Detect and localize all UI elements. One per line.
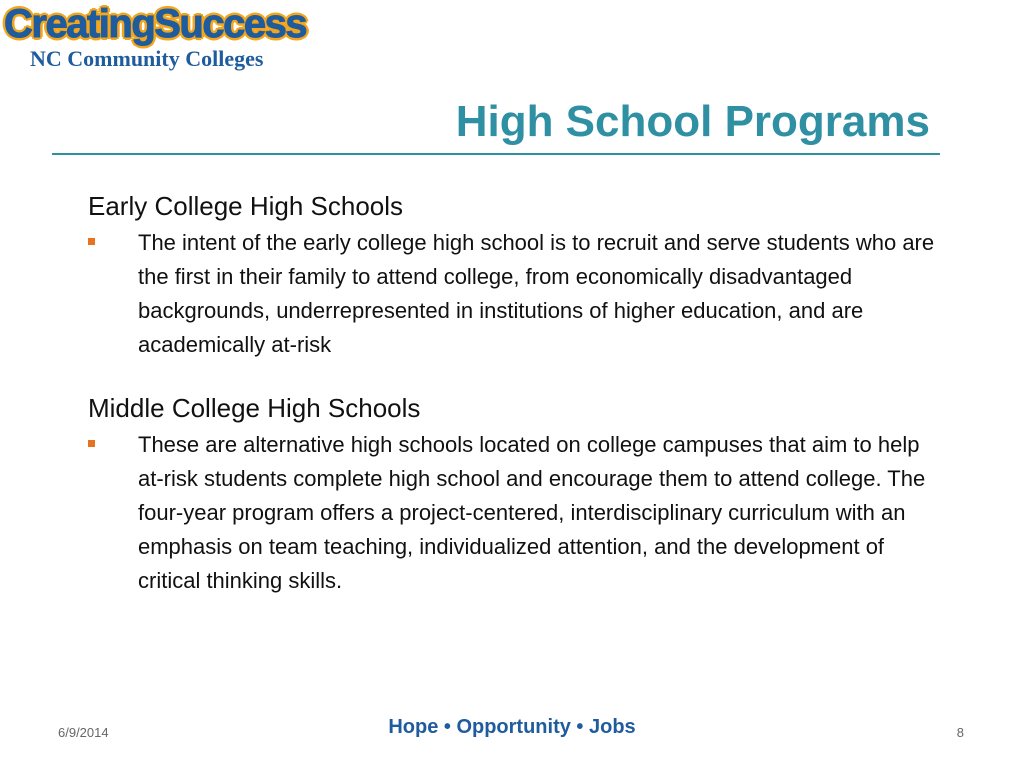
square-bullet-icon — [88, 238, 95, 245]
slide-title: High School Programs — [455, 97, 930, 146]
logo — [4, 2, 344, 74]
page-number: 8 — [956, 725, 964, 740]
section-heading: Middle College High Schools — [88, 393, 421, 423]
footer-tagline: Hope • Opportunity • Jobs — [388, 716, 636, 738]
bullet-text: The intent of the early college high school is to recruit and serve students who are the first in their family to attend college, from economically disadvantaged backgrounds, underrepresented in institutions of higher education, and are academically at-risk — [138, 230, 935, 357]
section-heading: Early College High Schools — [88, 191, 404, 221]
square-bullet-icon — [88, 440, 95, 447]
bullet-item — [88, 226, 938, 362]
section-middle-college — [88, 390, 938, 598]
title-divider — [52, 153, 940, 155]
bullet-text: These are alternative high schools located on college campuses that aim to help at-risk students complete high school and encourage them to attend college. The four-year program offers a project-centered, interdisciplinary curriculum with an emphasis on team teaching, individualized attention, and the development of critical thinking skills. — [138, 432, 926, 593]
bullet-item — [88, 428, 938, 598]
footer-date: 6/9/2014 — [58, 725, 109, 740]
logo-main-text: CreatingSuccess — [4, 2, 307, 46]
section-early-college — [88, 188, 938, 362]
logo-sub-text: NC Community Colleges — [30, 46, 264, 71]
slide-content — [88, 188, 938, 598]
